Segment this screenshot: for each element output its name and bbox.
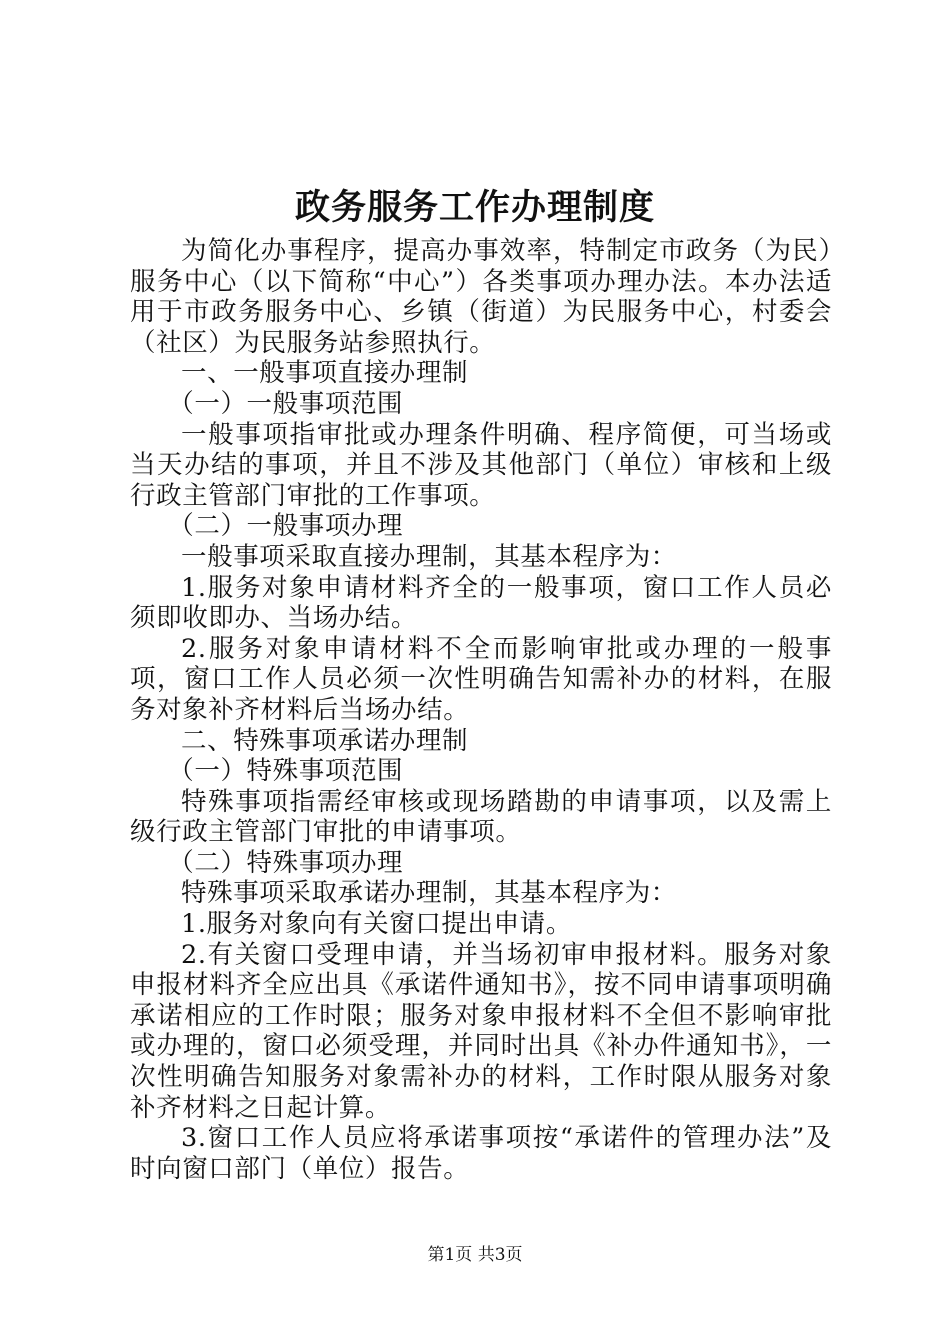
paragraph-special-procedure: 特殊事项采取承诺办理制，其基本程序为： — [181, 878, 677, 909]
page-indicator: 第1页 共3页 — [427, 1245, 523, 1265]
list-item-special-1: 1.服务对象向有关窗口提出申请。 — [181, 909, 572, 940]
document-body — [130, 236, 832, 1184]
page-footer — [0, 1243, 950, 1267]
paragraph-special-scope: 特殊事项指需经审核或现场踏勘的申请事项，以及需上级行政主管部门审批的申请事项。 — [130, 786, 832, 848]
list-item-general-2: 2.服务对象申请材料不全而影响审批或办理的一般事项，窗口工作人员必须一次性明确告知需补办的材料，在服务对象补齐材料后当场办结。 — [130, 633, 832, 725]
paragraph-intro: 为简化办事程序，提高办事效率，特制定市政务（为民）服务中心（以下简称“中心”）各类事项办理办法。本办法适用于市政务服务中心、乡镇（街道）为民服务中心，村委会（社区）为民服务站参照执行。 — [130, 236, 832, 358]
subsection-heading-special-scope: （一）特殊事项范围 — [168, 756, 404, 787]
list-item-general-1: 1.服务对象申请材料齐全的一般事项，窗口工作人员必须即收即办、当场办结。 — [130, 572, 832, 634]
subsection-heading-general-scope: （一）一般事项范围 — [168, 388, 404, 419]
document-title: 政务服务工作办理制度 — [294, 187, 655, 228]
section-heading-general: 一、一般事项直接办理制 — [181, 358, 469, 389]
paragraph-general-scope: 一般事项指审批或办理条件明确、程序简便，可当场或当天办结的事项，并且不涉及其他部门（单位）审核和上级行政主管部门审批的工作事项。 — [130, 419, 832, 511]
subsection-heading-general-handling: （二）一般事项办理 — [168, 511, 404, 542]
subsection-heading-special-handling: （二）特殊事项办理 — [168, 847, 404, 878]
list-item-special-2: 2.有关窗口受理申请，并当场初审申报材料。服务对象申报材料齐全应出具《承诺件通知书》，按不同申请事项明确承诺相应的工作时限；服务对象申报材料不全但不影响审批或办理的，窗口必须受理，并同时出具《补办件通知书》，一次性明确告知服务对象需补办的材料，工作时限从服务对象补齐材料之日起计算。 — [130, 939, 832, 1123]
paragraph-general-procedure: 一般事项采取直接办理制，其基本程序为： — [181, 541, 677, 572]
list-item-special-3: 3.窗口工作人员应将承诺事项按“承诺件的管理办法”及时向窗口部门（单位）报告。 — [130, 1123, 832, 1184]
section-heading-special: 二、特殊事项承诺办理制 — [181, 725, 469, 756]
